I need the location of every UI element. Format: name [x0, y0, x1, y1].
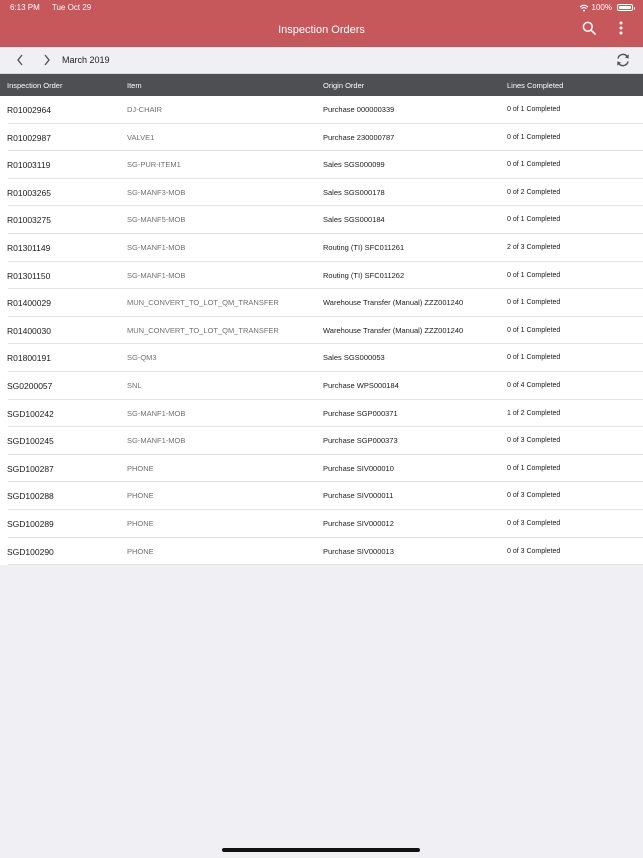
inspection-order-cell: R01002987 — [7, 132, 51, 143]
origin-order-cell: Warehouse Transfer (Manual) ZZZ001240 — [323, 298, 464, 308]
lines-completed-cell: 0 of 3 Completed — [507, 519, 561, 527]
inspection-order-cell: R01400030 — [7, 325, 51, 336]
item-cell: DJ-CHAIR — [127, 105, 162, 114]
item-cell: SG-PUR-ITEM1 — [127, 160, 181, 170]
table-row[interactable] — [0, 344, 643, 372]
origin-order-cell: Purchase SIV000013 — [323, 546, 394, 556]
search-icon[interactable] — [582, 21, 596, 35]
inspection-order-cell: SGD100245 — [7, 436, 54, 447]
origin-order-cell: Purchase SIV000010 — [323, 463, 394, 473]
lines-completed-cell: 0 of 3 Completed — [507, 547, 561, 555]
item-cell: MUN_CONVERT_TO_LOT_QM_TRANSFER — [127, 325, 279, 335]
lines-completed-cell: 0 of 1 Completed — [507, 133, 561, 141]
inspection-order-cell: SGD100242 — [7, 408, 54, 419]
item-cell: SG-MANF1-MOB — [127, 436, 186, 446]
page-title: Inspection Orders — [278, 24, 365, 36]
table-header — [0, 74, 643, 96]
table-row[interactable] — [0, 400, 643, 428]
item-cell: VALVE1 — [127, 132, 155, 142]
refresh-icon[interactable] — [615, 52, 631, 68]
inspection-order-cell: R01400029 — [7, 298, 51, 309]
item-cell: PHONE — [127, 463, 154, 473]
table-row[interactable] — [0, 538, 643, 566]
origin-order-cell: Purchase 230000787 — [323, 132, 395, 142]
lines-completed-cell: 0 of 1 Completed — [507, 354, 561, 362]
status-time: 6:13 PM — [10, 3, 40, 12]
lines-completed-cell: 0 of 1 Completed — [507, 464, 561, 472]
table-row[interactable] — [0, 151, 643, 179]
inspection-order-cell: R01003265 — [7, 187, 51, 198]
lines-completed-cell: 0 of 1 Completed — [507, 326, 561, 334]
table-row[interactable] — [0, 455, 643, 483]
app-header — [0, 0, 643, 47]
table-row[interactable] — [0, 124, 643, 152]
origin-order-cell: Routing (TI) SFC011261 — [323, 242, 405, 252]
header-origin-order[interactable]: Origin Order — [323, 81, 365, 90]
header-item[interactable]: Item — [127, 81, 142, 90]
battery-icon — [617, 4, 633, 11]
origin-order-cell: Routing (TI) SFC011262 — [323, 270, 405, 280]
item-cell: PHONE — [127, 518, 154, 528]
table-row[interactable] — [0, 482, 643, 510]
table-row[interactable] — [0, 510, 643, 538]
status-bar-left — [10, 3, 101, 12]
item-cell: SG-MANF1-MOB — [127, 408, 186, 418]
origin-order-cell: Purchase SIV000012 — [323, 518, 394, 528]
item-cell: MUN_CONVERT_TO_LOT_QM_TRANSFER — [127, 298, 279, 308]
lines-completed-cell: 0 of 4 Completed — [507, 381, 561, 389]
item-cell: PHONE — [127, 546, 154, 556]
header-lines-completed[interactable]: Lines Completed — [507, 81, 564, 90]
lines-completed-cell: 2 of 3 Completed — [507, 243, 561, 251]
item-cell: SG-MANF5-MOB — [127, 215, 186, 225]
origin-order-cell: Warehouse Transfer (Manual) ZZZ001240 — [323, 325, 464, 335]
table-row[interactable] — [0, 262, 643, 290]
item-cell: SG-MANF1-MOB — [127, 270, 186, 280]
origin-order-cell: Purchase SGP000373 — [323, 436, 398, 446]
lines-completed-cell: 0 of 1 Completed — [507, 106, 561, 113]
item-cell: SG-MANF1-MOB — [127, 242, 186, 252]
origin-order-cell: Purchase SIV000011 — [323, 491, 394, 501]
header-inspection-order[interactable]: Inspection Order — [7, 81, 63, 90]
item-cell: SG-MANF3-MOB — [127, 187, 186, 197]
lines-completed-cell: 0 of 3 Completed — [507, 492, 561, 500]
status-bar-right — [579, 3, 633, 12]
inspection-order-cell: R01301149 — [7, 242, 51, 253]
inspection-order-cell: SG0200057 — [7, 380, 53, 391]
month-label: March 2019 — [62, 55, 110, 65]
table-row[interactable] — [0, 234, 643, 262]
item-cell: PHONE — [127, 491, 154, 501]
table-row[interactable] — [0, 179, 643, 207]
origin-order-cell: Purchase WPS000184 — [323, 380, 399, 390]
chevron-left-icon[interactable] — [16, 53, 24, 67]
inspection-order-cell: R01003119 — [7, 160, 51, 171]
inspection-order-list — [0, 96, 643, 565]
item-cell: SNL — [127, 380, 142, 390]
inspection-order-cell: R01003275 — [7, 215, 51, 226]
item-cell: SG-QM3 — [127, 353, 157, 363]
inspection-order-cell: SGD100288 — [7, 491, 54, 502]
table-row[interactable] — [0, 427, 643, 455]
inspection-order-cell: SGD100289 — [7, 518, 54, 529]
origin-order-cell: Purchase SGP000371 — [323, 408, 398, 418]
origin-order-cell: Sales SGS000053 — [323, 353, 385, 363]
lines-completed-cell: 0 of 1 Completed — [507, 161, 561, 169]
status-date: Tue Oct 29 — [51, 3, 92, 12]
inspection-order-cell: R01002964 — [7, 105, 51, 115]
chevron-right-icon[interactable] — [43, 53, 51, 67]
home-indicator[interactable] — [222, 848, 420, 852]
lines-completed-cell: 0 of 3 Completed — [507, 437, 561, 445]
date-toolbar — [0, 47, 643, 74]
lines-completed-cell: 1 of 2 Completed — [507, 409, 561, 417]
table-row[interactable] — [0, 206, 643, 234]
table-row[interactable] — [0, 317, 643, 345]
table-row[interactable] — [0, 289, 643, 317]
origin-order-cell: Purchase 000000339 — [323, 105, 395, 114]
origin-order-cell: Sales SGS000178 — [323, 187, 385, 197]
battery-percent: 100% — [591, 3, 612, 12]
inspection-order-cell: R01800191 — [7, 353, 51, 364]
table-row[interactable] — [0, 372, 643, 400]
more-vertical-icon[interactable] — [618, 21, 624, 35]
inspection-order-cell: R01301150 — [7, 270, 51, 281]
inspection-order-cell: SGD100287 — [7, 463, 54, 474]
wifi-icon — [579, 4, 589, 12]
lines-completed-cell: 0 of 1 Completed — [507, 299, 561, 307]
lines-completed-cell: 0 of 1 Completed — [507, 216, 561, 224]
lines-completed-cell: 0 of 2 Completed — [507, 188, 561, 196]
table-row[interactable] — [0, 96, 643, 124]
origin-order-cell: Sales SGS000099 — [323, 160, 385, 170]
origin-order-cell: Sales SGS000184 — [323, 215, 385, 225]
inspection-order-cell: SGD100290 — [7, 546, 54, 557]
lines-completed-cell: 0 of 1 Completed — [507, 271, 561, 279]
